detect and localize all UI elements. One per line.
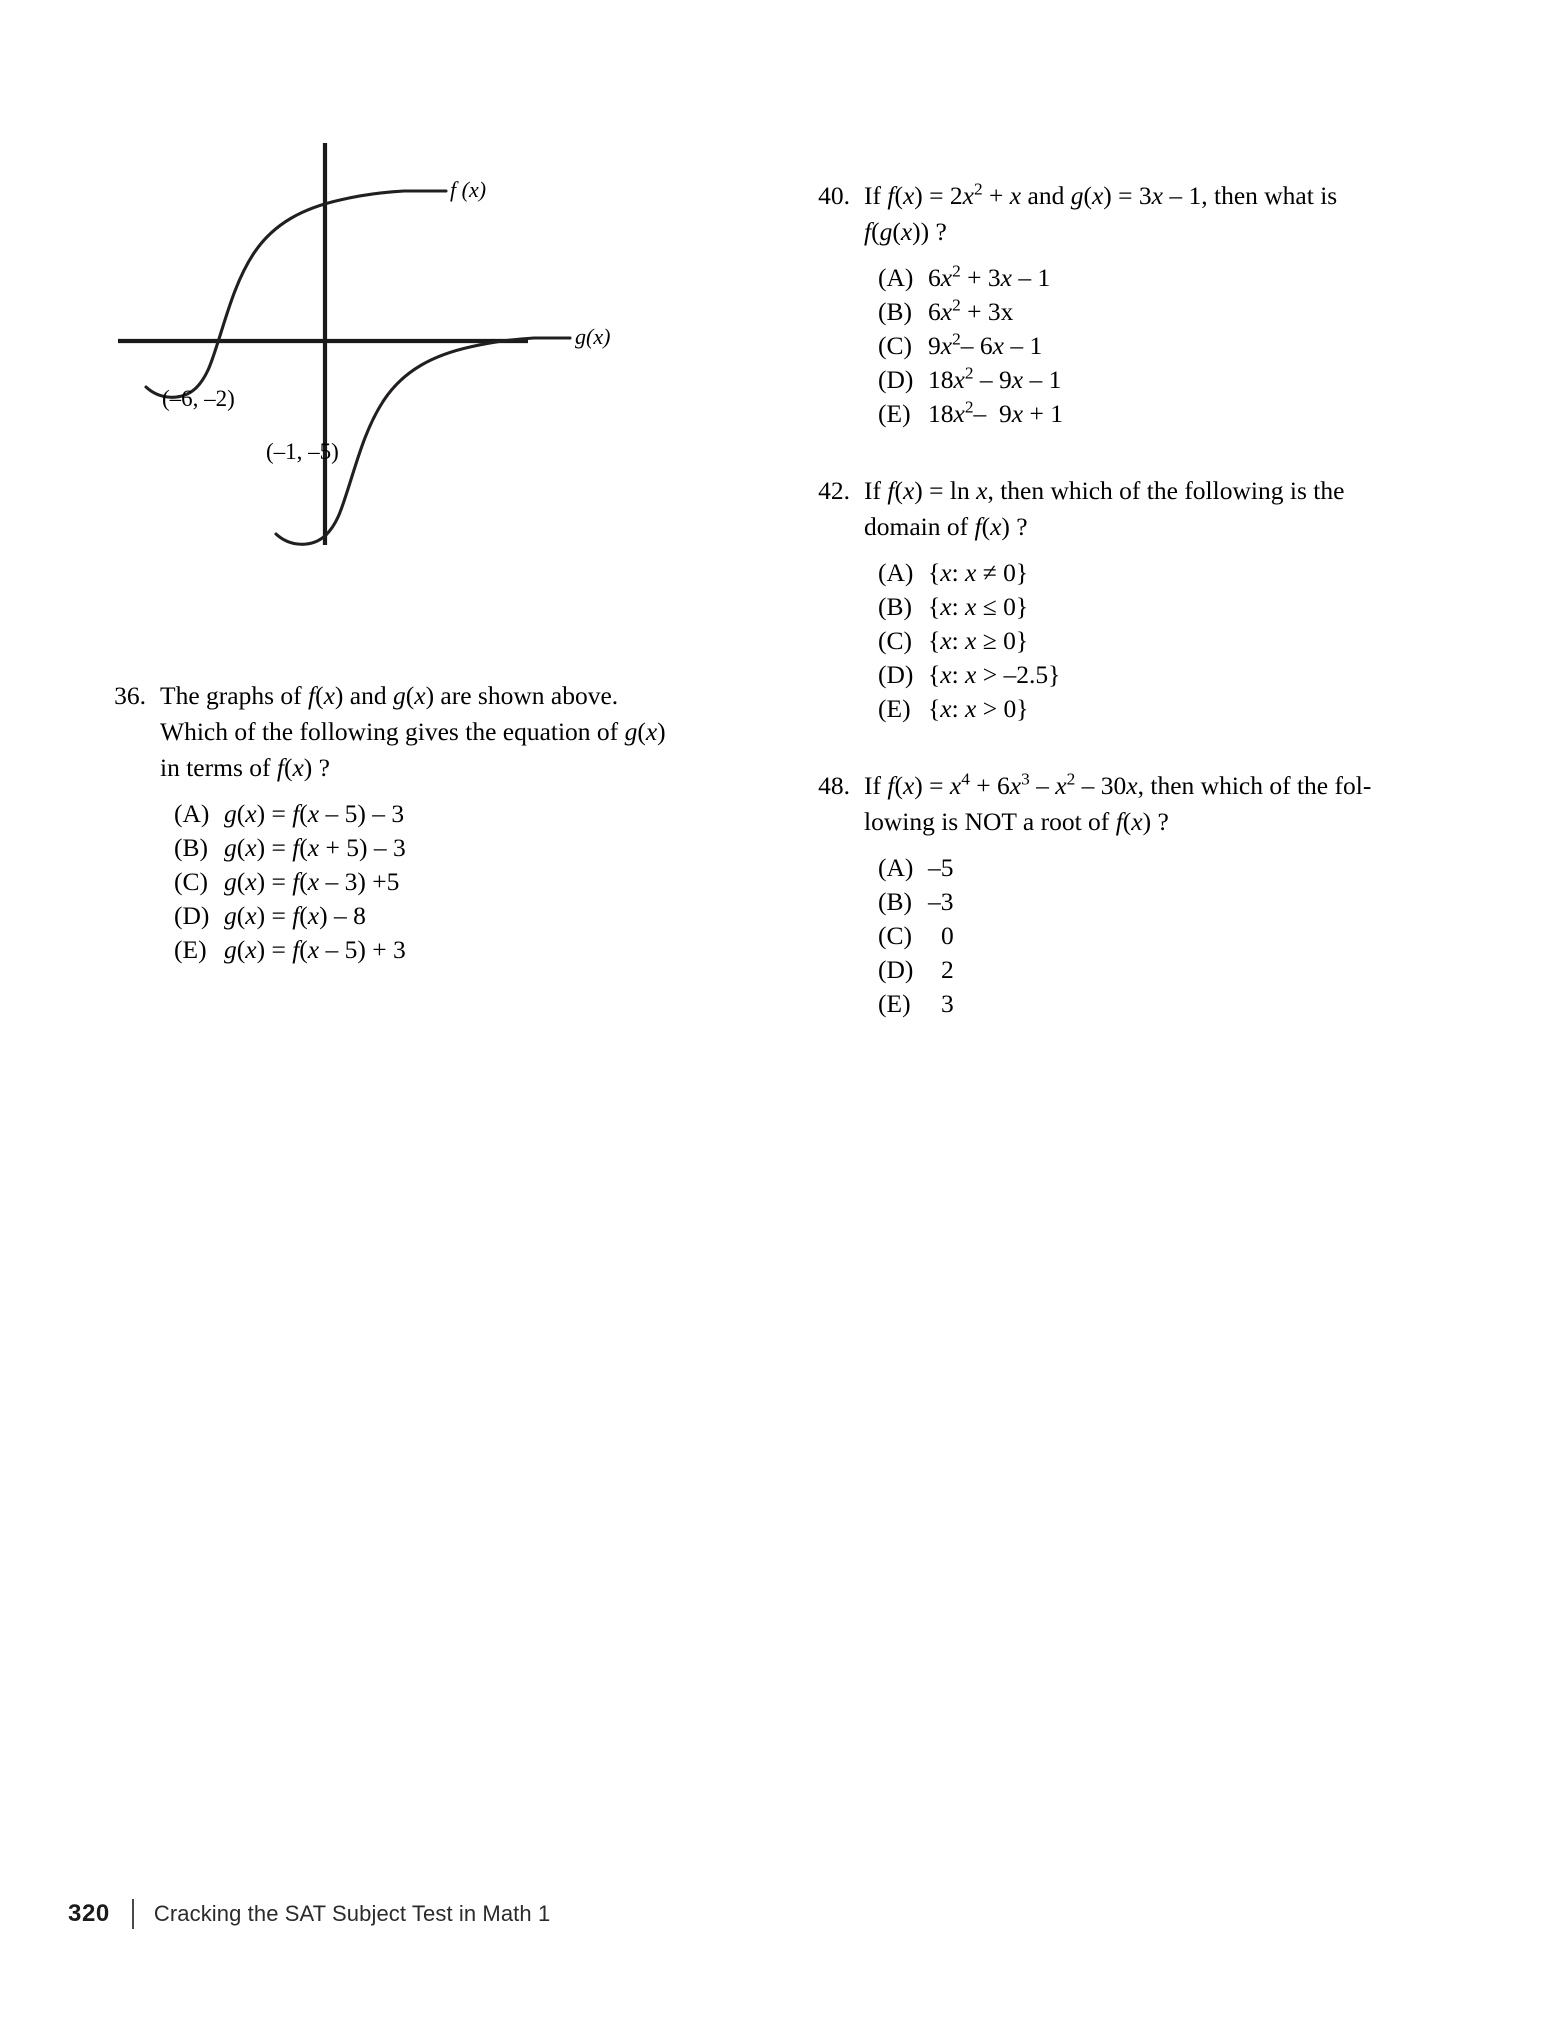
- choice-letter: (B): [878, 887, 912, 916]
- question-40: [812, 178, 1452, 431]
- choice-text: g(x) = f(x + 5) – 3: [224, 833, 406, 862]
- choice-letter: (C): [878, 921, 912, 950]
- g-minimum-point-label: (–1, –5): [266, 439, 339, 464]
- choice-letter: (A): [174, 799, 210, 828]
- f-curve-label: f (x): [450, 177, 487, 202]
- choice-text: {x: x > –2.5}: [928, 660, 1061, 689]
- choice-text: g(x) = f(x – 5) + 3: [224, 935, 406, 964]
- choice-letter: (C): [174, 867, 208, 896]
- choice-42-e[interactable]: [878, 692, 1452, 726]
- choice-text: {x: x ≤ 0}: [928, 592, 1029, 621]
- choice-letter: (B): [878, 297, 912, 326]
- choice-36-a[interactable]: [174, 797, 708, 831]
- choice-text: 0: [941, 921, 954, 950]
- choice-letter: (A): [878, 853, 914, 882]
- choice-text: –3: [928, 887, 954, 916]
- choice-40-c[interactable]: [878, 329, 1452, 363]
- choice-letter: (A): [878, 263, 914, 292]
- footer-page-number: 320: [68, 1900, 110, 1927]
- choice-letter: (B): [878, 592, 912, 621]
- question-42-header: [812, 473, 1452, 545]
- choice-36-e[interactable]: [174, 933, 708, 967]
- choice-42-b[interactable]: [878, 590, 1452, 624]
- choice-42-c[interactable]: [878, 624, 1452, 658]
- choice-letter: (C): [878, 331, 912, 360]
- choice-text: –5: [928, 853, 954, 882]
- g-curve-label: g(x): [575, 324, 611, 349]
- choice-text: $9x^2-$ 6x – 1: [928, 329, 1043, 360]
- f-curve: [146, 191, 404, 397]
- question-36: [108, 678, 708, 967]
- choice-letter: (E): [174, 935, 207, 964]
- question-42-number: 42.: [818, 476, 850, 505]
- choice-letter: (E): [878, 399, 911, 428]
- question-48-number: 48.: [818, 771, 850, 800]
- choice-text: g(x) = f(x) – 8: [224, 901, 366, 930]
- function-graph-figure: [108, 120, 708, 590]
- choice-text: g(x) = f(x – 5) – 3: [224, 799, 405, 828]
- question-36-number: 36.: [114, 681, 146, 710]
- choice-36-b[interactable]: [174, 831, 708, 865]
- choice-text: g(x) = f(x – 3) +5: [224, 867, 400, 896]
- choice-letter: (D): [878, 955, 914, 984]
- question-42-stem: If f(x) = ln x, then which of the following is the domain of f(x) ?: [864, 476, 1345, 541]
- choice-48-d[interactable]: [878, 953, 1452, 987]
- choice-40-e[interactable]: [878, 397, 1452, 431]
- choice-text: {x: x ≠ 0}: [928, 558, 1029, 587]
- question-48-header: [812, 768, 1452, 840]
- choice-letter: (D): [174, 901, 210, 930]
- choice-letter: (C): [878, 626, 912, 655]
- question-40-choices: [812, 261, 1452, 431]
- choice-text: $6x^2 + 3x - 1$: [928, 261, 1051, 292]
- question-48-choices: [812, 851, 1452, 1021]
- choice-42-d[interactable]: [878, 658, 1452, 692]
- choice-40-a[interactable]: [878, 261, 1452, 295]
- choice-48-a[interactable]: [878, 851, 1452, 885]
- left-column: [108, 120, 708, 1001]
- choice-48-b[interactable]: [878, 885, 1452, 919]
- choice-36-d[interactable]: [174, 899, 708, 933]
- footer-book-title: Cracking the SAT Subject Test in Math 1: [153, 1901, 551, 1926]
- f-minimum-point-label: (–6, –2): [162, 386, 235, 411]
- choice-text: {x: x ≥ 0}: [928, 626, 1029, 655]
- choice-letter: (D): [878, 660, 914, 689]
- question-42: [812, 473, 1452, 726]
- choice-letter: (B): [174, 833, 208, 862]
- choice-text: $18x^2-$ 9x + 1: [928, 397, 1063, 428]
- choice-letter: (D): [878, 365, 914, 394]
- question-48-stem: If $f(x) = x^4 + 6x^3 - x^2 - 30x$, then which of the fol- lowing is NOT a root of f(x) ?: [864, 769, 1372, 836]
- question-42-choices: [812, 556, 1452, 726]
- question-36-stem: The graphs of f(x) and g(x) are shown above. Which of the following gives the equation of g(x) in terms of f(x) ?: [160, 681, 666, 782]
- choice-42-a[interactable]: [878, 556, 1452, 590]
- choice-text: 2: [941, 955, 954, 984]
- choice-40-d[interactable]: [878, 363, 1452, 397]
- choice-36-c[interactable]: [174, 865, 708, 899]
- choice-letter: (A): [878, 558, 914, 587]
- page-footer: [68, 1899, 550, 1929]
- question-36-choices: [108, 797, 708, 967]
- question-48: [812, 768, 1452, 1021]
- question-36-header: [108, 678, 708, 786]
- choice-48-e[interactable]: [878, 987, 1452, 1021]
- choice-48-c[interactable]: [878, 919, 1452, 953]
- question-40-number: 40.: [818, 181, 850, 210]
- choice-letter: (E): [878, 694, 911, 723]
- choice-text: $18x^2 - 9x - 1$: [928, 363, 1062, 394]
- question-40-stem: If $f(x) = 2x^2 + x$ and g(x) = 3x – 1, then what is f(g(x)) ?: [864, 179, 1338, 246]
- footer-divider: [132, 1899, 134, 1929]
- choice-40-b[interactable]: [878, 295, 1452, 329]
- right-column: [812, 178, 1452, 1055]
- choice-text: $6x^2 + 3x$: [928, 295, 1014, 326]
- choice-text: 3: [941, 989, 954, 1018]
- choice-text: {x: x > 0}: [928, 694, 1029, 723]
- choice-letter: (E): [878, 989, 911, 1018]
- question-40-header: [812, 178, 1452, 250]
